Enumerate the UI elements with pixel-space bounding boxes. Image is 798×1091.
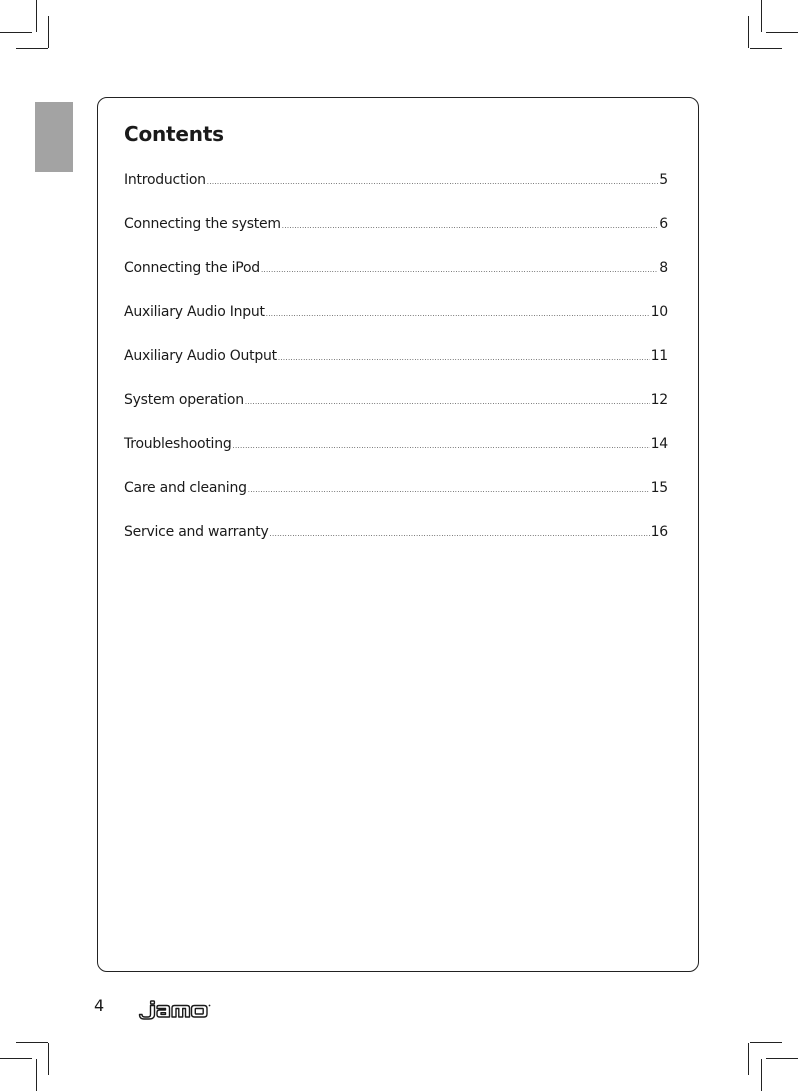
toc-entry-page: 12 [650, 392, 668, 408]
crop-mark-bottom-left-horizontal [0, 1058, 32, 1059]
crop-mark-bottom-left-vertical [36, 1059, 37, 1091]
crop-mark-top-left-inner-horizontal [16, 48, 48, 49]
crop-mark-bottom-right-horizontal [766, 1058, 798, 1059]
toc-leader-dots [266, 303, 650, 325]
toc-entry-troubleshooting[interactable] [124, 433, 668, 477]
crop-mark-top-left-inner-vertical [48, 16, 49, 48]
section-tab [35, 102, 73, 172]
crop-mark-bottom-left-inner-vertical [48, 1043, 49, 1075]
toc-leader-dots [207, 171, 659, 193]
toc-entry-label: Auxiliary Audio Input [124, 304, 265, 320]
crop-mark-top-right-inner-horizontal [750, 48, 782, 49]
toc-entry-label: Care and cleaning [124, 480, 247, 496]
toc-leader-dots [282, 215, 659, 237]
toc-leader-dots [270, 523, 650, 545]
toc-entry-connecting-the-system[interactable] [124, 213, 668, 257]
toc-leader-dots [278, 347, 650, 369]
toc-leader-dots [248, 479, 650, 501]
toc-entry-label: Introduction [124, 172, 206, 188]
toc-entry-page: 5 [659, 172, 668, 188]
toc-entry-label: Service and warranty [124, 524, 269, 540]
toc-entry-page: 10 [650, 304, 668, 320]
toc-entry-label: Auxiliary Audio Output [124, 348, 277, 364]
page-number: 4 [94, 996, 105, 1015]
crop-mark-bottom-right-vertical [761, 1059, 762, 1091]
crop-mark-top-right-vertical [761, 0, 762, 32]
toc-leader-dots [261, 259, 658, 281]
toc-entry-page: 14 [650, 436, 668, 452]
toc-entry-label: Connecting the system [124, 216, 281, 232]
crop-mark-bottom-right-inner-vertical [748, 1043, 749, 1075]
crop-mark-bottom-right-inner-horizontal [750, 1042, 782, 1043]
toc-entry-service-and-warranty[interactable] [124, 521, 668, 565]
crop-mark-top-right-horizontal [766, 32, 798, 33]
toc-entry-label: Troubleshooting [124, 436, 232, 452]
toc-entry-introduction[interactable] [124, 169, 668, 213]
toc-entry-page: 8 [659, 260, 668, 276]
toc-entry-label: Connecting the iPod [124, 260, 260, 276]
toc-entry-auxiliary-audio-input[interactable] [124, 301, 668, 345]
toc-entry-label: System operation [124, 392, 244, 408]
toc-entry-system-operation[interactable] [124, 389, 668, 433]
page-title: Contents [124, 122, 224, 146]
toc-leader-dots [232, 435, 649, 457]
crop-mark-top-right-inner-vertical [748, 16, 749, 48]
toc-entry-auxiliary-audio-output[interactable] [124, 345, 668, 389]
crop-mark-top-left-vertical [36, 0, 37, 32]
crop-mark-top-left-horizontal [0, 32, 32, 33]
crop-mark-bottom-left-inner-horizontal [16, 1042, 48, 1043]
jamo-logo [138, 998, 218, 1020]
toc-entry-connecting-the-ipod[interactable] [124, 257, 668, 301]
toc-entry-page: 11 [650, 348, 668, 364]
table-of-contents [124, 169, 668, 565]
toc-entry-care-and-cleaning[interactable] [124, 477, 668, 521]
toc-entry-page: 6 [659, 216, 668, 232]
toc-entry-page: 16 [650, 524, 668, 540]
toc-entry-page: 15 [650, 480, 668, 496]
toc-leader-dots [245, 391, 650, 413]
